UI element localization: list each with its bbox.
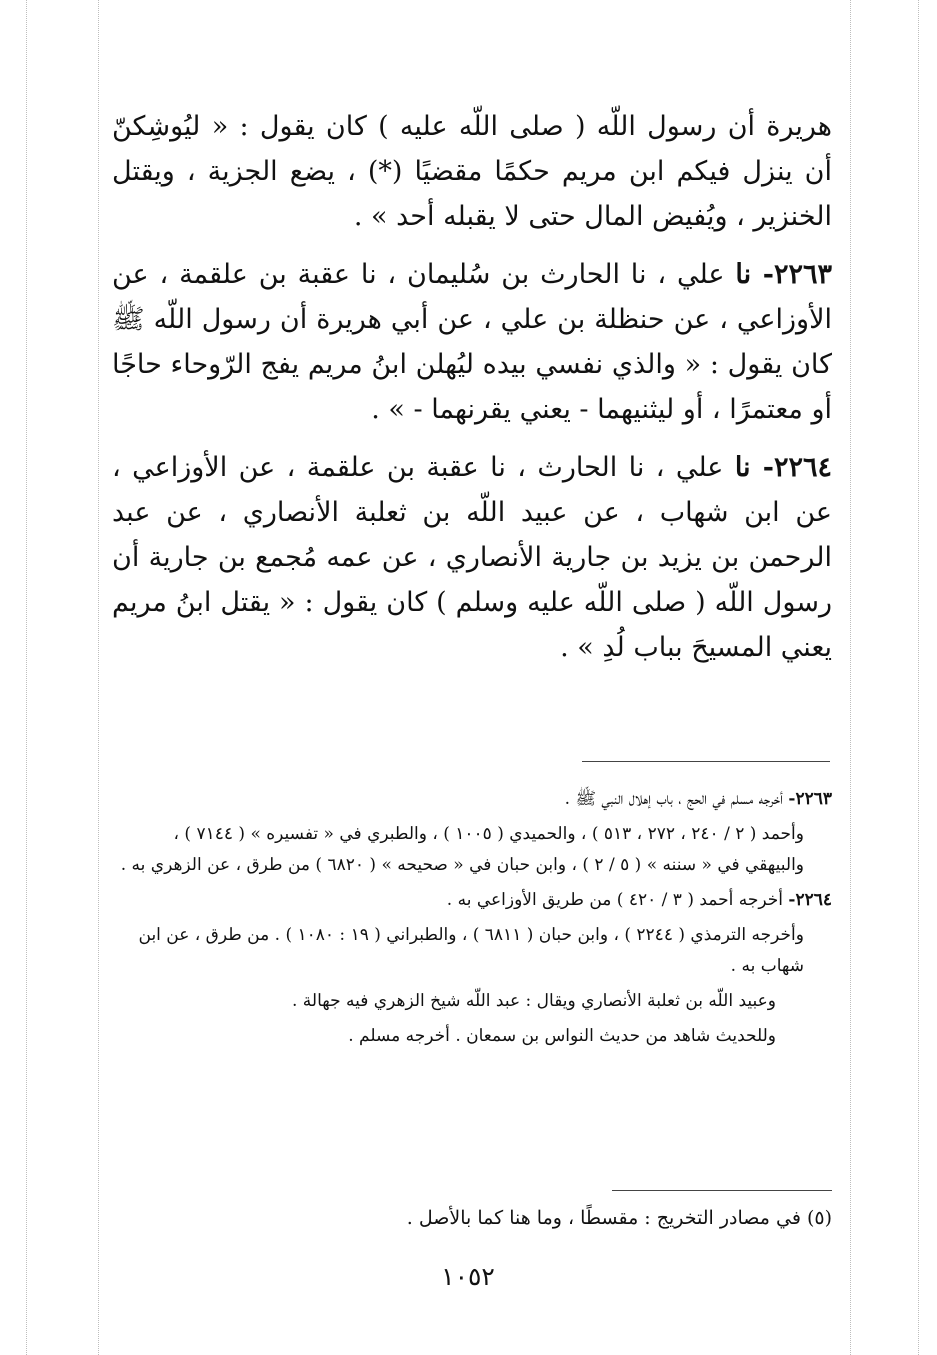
margin-guide-left-inner: [98, 0, 99, 1355]
note-divider: [612, 1190, 832, 1191]
footnote-divider: [582, 761, 830, 762]
footnotes: [112, 784, 832, 1056]
footnote-2264-line1: [112, 885, 832, 916]
page-number: ١٠٥٢: [441, 1262, 495, 1291]
hadith-2263-text: علي ، نا الحارث بن سُليمان ، نا عقبة بن علقمة ، عن الأوزاعي ، عن حنظلة بن علي ، عن أبي هريرة أن رسول اللّه ﷺ كان يقول : « والذي نفسي بيده ليُهلن ابنُ مريم يفج الرّوحاء حاجًا أو معتمرًا ، أو ليثنيهما - يعني يقرنهما - » .: [112, 259, 832, 425]
hadith-2264: [112, 445, 832, 670]
hadith-2264-text: علي ، نا الحارث ، نا عقبة بن علقمة ، عن الأوزاعي ، عن ابن شهاب ، عن عبيد اللّه بن ثعلبة الأنصاري ، عن عبد الرحمن بن يزيد بن جارية الأنصاري ، عن عمه مُجمع بن جارية أن رسول اللّه ( صلى اللّه عليه وسلم ) كان يقول : « يقتل ابنُ مريم يعني المسيحَ بباب لُدِ » .: [112, 452, 832, 663]
asterisk-note: (٥) في مصادر التخريج : مقسطًا ، وما هنا كما بالأصل .: [406, 1207, 832, 1229]
main-text: [112, 104, 832, 683]
hadith-number-2263: ٢٢٦٣- نا: [735, 259, 832, 290]
margin-guide-left: [26, 0, 27, 1355]
footnote-2264-text: أخرجه أحمد ( ٣ / ٤٢٠ ) من طريق الأوزاعي به .: [446, 890, 783, 910]
hadith-2263: [112, 252, 832, 432]
paragraph-continuation: هريرة أن رسول اللّه ( صلى اللّه عليه ) كان يقول : « ليُوشِكنّ أن ينزل فيكم ابن مريم حكمًا مقضيًا (*) ، يضع الجزية ، ويقتل الخنزير ، ويُفيض المال حتى لا يقبله أحد » .: [112, 111, 832, 232]
footnote-number-2263: ٢٢٦٣-: [788, 789, 832, 809]
footnote-number-2264: ٢٢٦٤-: [788, 890, 832, 910]
footnote-2264-line3: وعبيد اللّه بن ثعلبة الأنصاري ويقال : عبد اللّه شيخ الزهري فيه جهالة .: [291, 991, 776, 1011]
footnote-2264-line4: وللحديث شاهد من حديث النواس بن سمعان . أخرجه مسلم .: [348, 1026, 776, 1046]
footnote-2263-text: أخرجه مسلم في الحج ، باب إهلال النبي ﷺ .: [564, 789, 783, 809]
margin-guide-right: [918, 0, 919, 1355]
hadith-number-2264: ٢٢٦٤- نا: [734, 452, 832, 483]
footnote-2264-line2: وأخرجه الترمذي ( ٢٢٤٤ ) ، وابن حبان ( ٦٨١١ ) ، والطبراني ( ١٩ : ١٠٨٠ ) . من طرق ، عن ابن شهاب به .: [138, 925, 804, 976]
footnote-2263-line1: [112, 784, 832, 815]
footnote-2263-line2: وأحمد ( ٢ / ٢٤٠ ، ٢٧٢ ، ٥١٣ ) ، والحميدي ( ١٠٠٥ ) ، والطبري في « تفسيره » ( ٧١٤٤ ) ، والبيهقي في « سننه » ( ٥ / ٢ ) ، وابن حبان في « صحيحه » ( ٦٨٢٠ ) من طرق ، عن الزهري به .: [120, 824, 804, 875]
margin-guide-right-inner: [850, 0, 851, 1355]
